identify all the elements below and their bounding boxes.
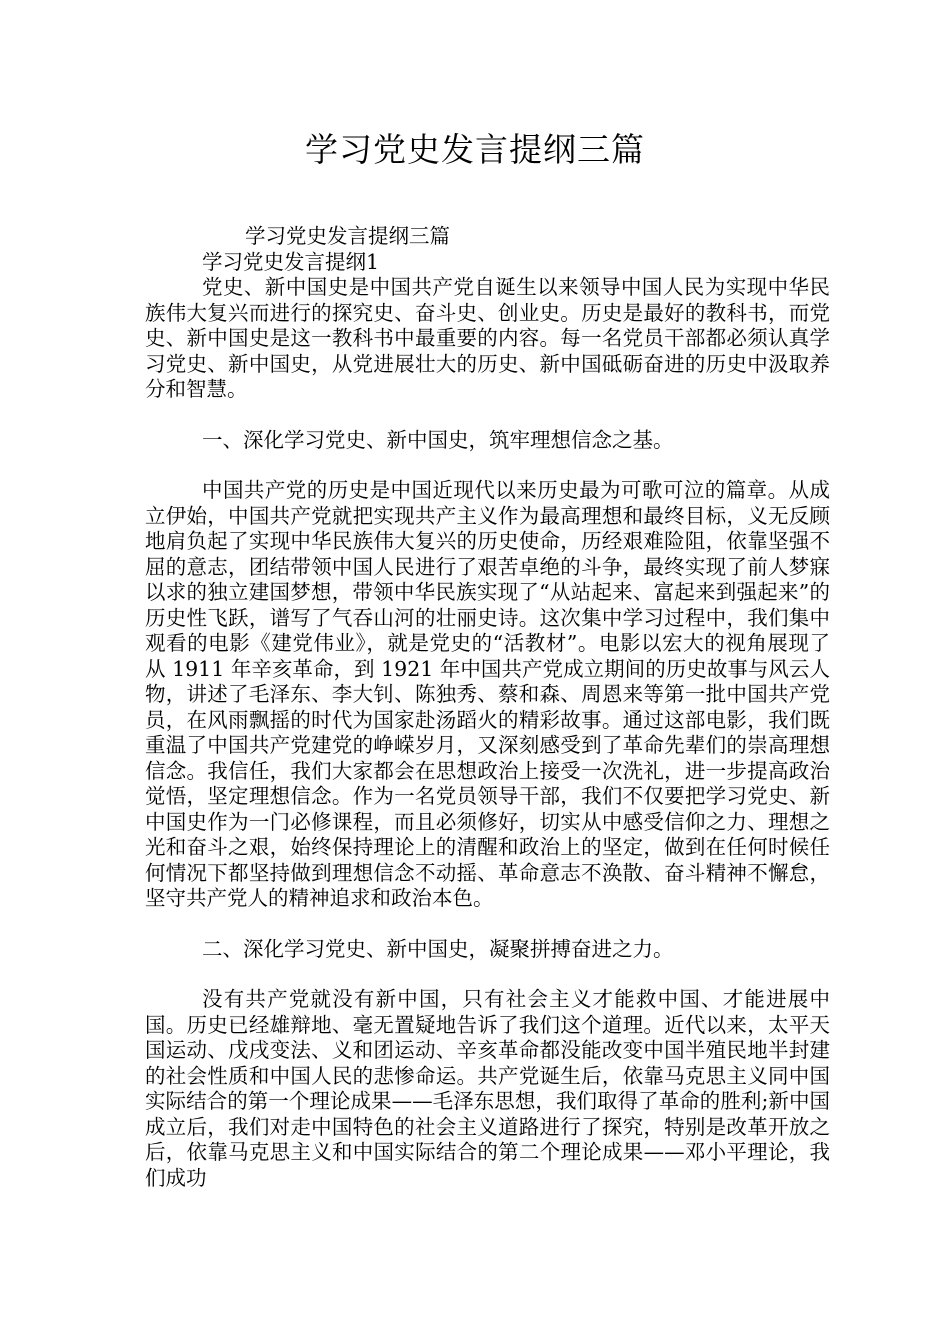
section-heading-2: 二、深化学习党史、新中国史，凝聚拼搏奋进之力。 [202, 936, 674, 961]
document-subtitle: 学习党史发言提纲三篇 [245, 224, 450, 248]
paragraph-intro: 党史、新中国史是中国共产党自诞生以来领导中国人民为实现中华民族伟大复兴而进行的探究史、奋斗史、创业史。历史是最好的教科书，而党史、新中国史是这一教科书中最重要的内容。每一名党员干部都必须认真学习党史、新中国史，从党进展壮大的历史、新中国砥砺奋进的历史中汲取养分和智慧。 [145, 275, 830, 401]
paragraph-history: 中国共产党的历史是中国近现代以来历史最为可歌可泣的篇章。从成立伊始，中国共产党就把实现共产主义作为最高理想和最终目标，义无反顾地肩负起了实现中华民族伟大复兴的历史使命，历经艰难险阻，依靠坚强不屈的意志，团结带领中国人民进行了艰苦卓绝的斗争，最终实现了前人梦寐以求的独立建国梦想，带领中华民族实现了“从站起来、富起来到强起来”的历史性飞跃，谱写了气吞山河的壮丽史诗。这次集中学习过程中，我们集中观看的电影《建党伟业》，就是党史的“活教材”。电影以宏大的视角展现了从 1911 年辛亥革命，到 1921 年中国共产党成立期间的历史故事与风云人物，讲述了毛泽东、李大钊、陈独秀、蔡和森、周恩来等第一批中国共产党员，在风雨飘摇的时代为国家赴汤蹈火的精彩故事。通过这部电影，我们既重温了中国共产党建党的峥嵘岁月，又深刻感受到了革命先辈们的崇高理想信念。我信任，我们大家都会在思想政治上接受一次洗礼，进一步提高政治觉悟，坚定理想信念。作为一名党员领导干部，我们不仅要把学习党史、新中国史作为一门必修课程，而且必须修好，切实从中感受信仰之力、理想之光和奋斗之艰，始终保持理论上的清醒和政治上的坚定，做到在任何时候任何情况下都坚持做到理想信念不动摇、革命意志不涣散、奋斗精神不懈怠，坚守共产党人的精神追求和政治本色。 [145, 478, 830, 910]
document-body [145, 224, 830, 1191]
paragraph-socialism: 没有共产党就没有新中国，只有社会主义才能救中国、才能进展中国。历史已经雄辩地、毫无置疑地告诉了我们这个道理。近代以来，太平天国运动、戊戌变法、义和团运动、辛亥革命都没能改变中国半殖民地半封建的社会性质和中国人民的悲惨命运。共产党诞生后，依靠马克思主义同中国实际结合的第一个理论成果——毛泽东思想，我们取得了革命的胜利;新中国成立后，我们对走中国特色的社会主义道路进行了探究，特别是改革开放之后，依靠马克思主义和中国实际结合的第二个理论成果——邓小平理论，我们成功 [145, 987, 830, 1190]
section-heading-1: 一、深化学习党史、新中国史，筑牢理想信念之基。 [202, 427, 674, 452]
document-title: 学习党史发言提纲三篇 [305, 130, 645, 169]
section-label: 学习党史发言提纲1 [202, 249, 380, 274]
